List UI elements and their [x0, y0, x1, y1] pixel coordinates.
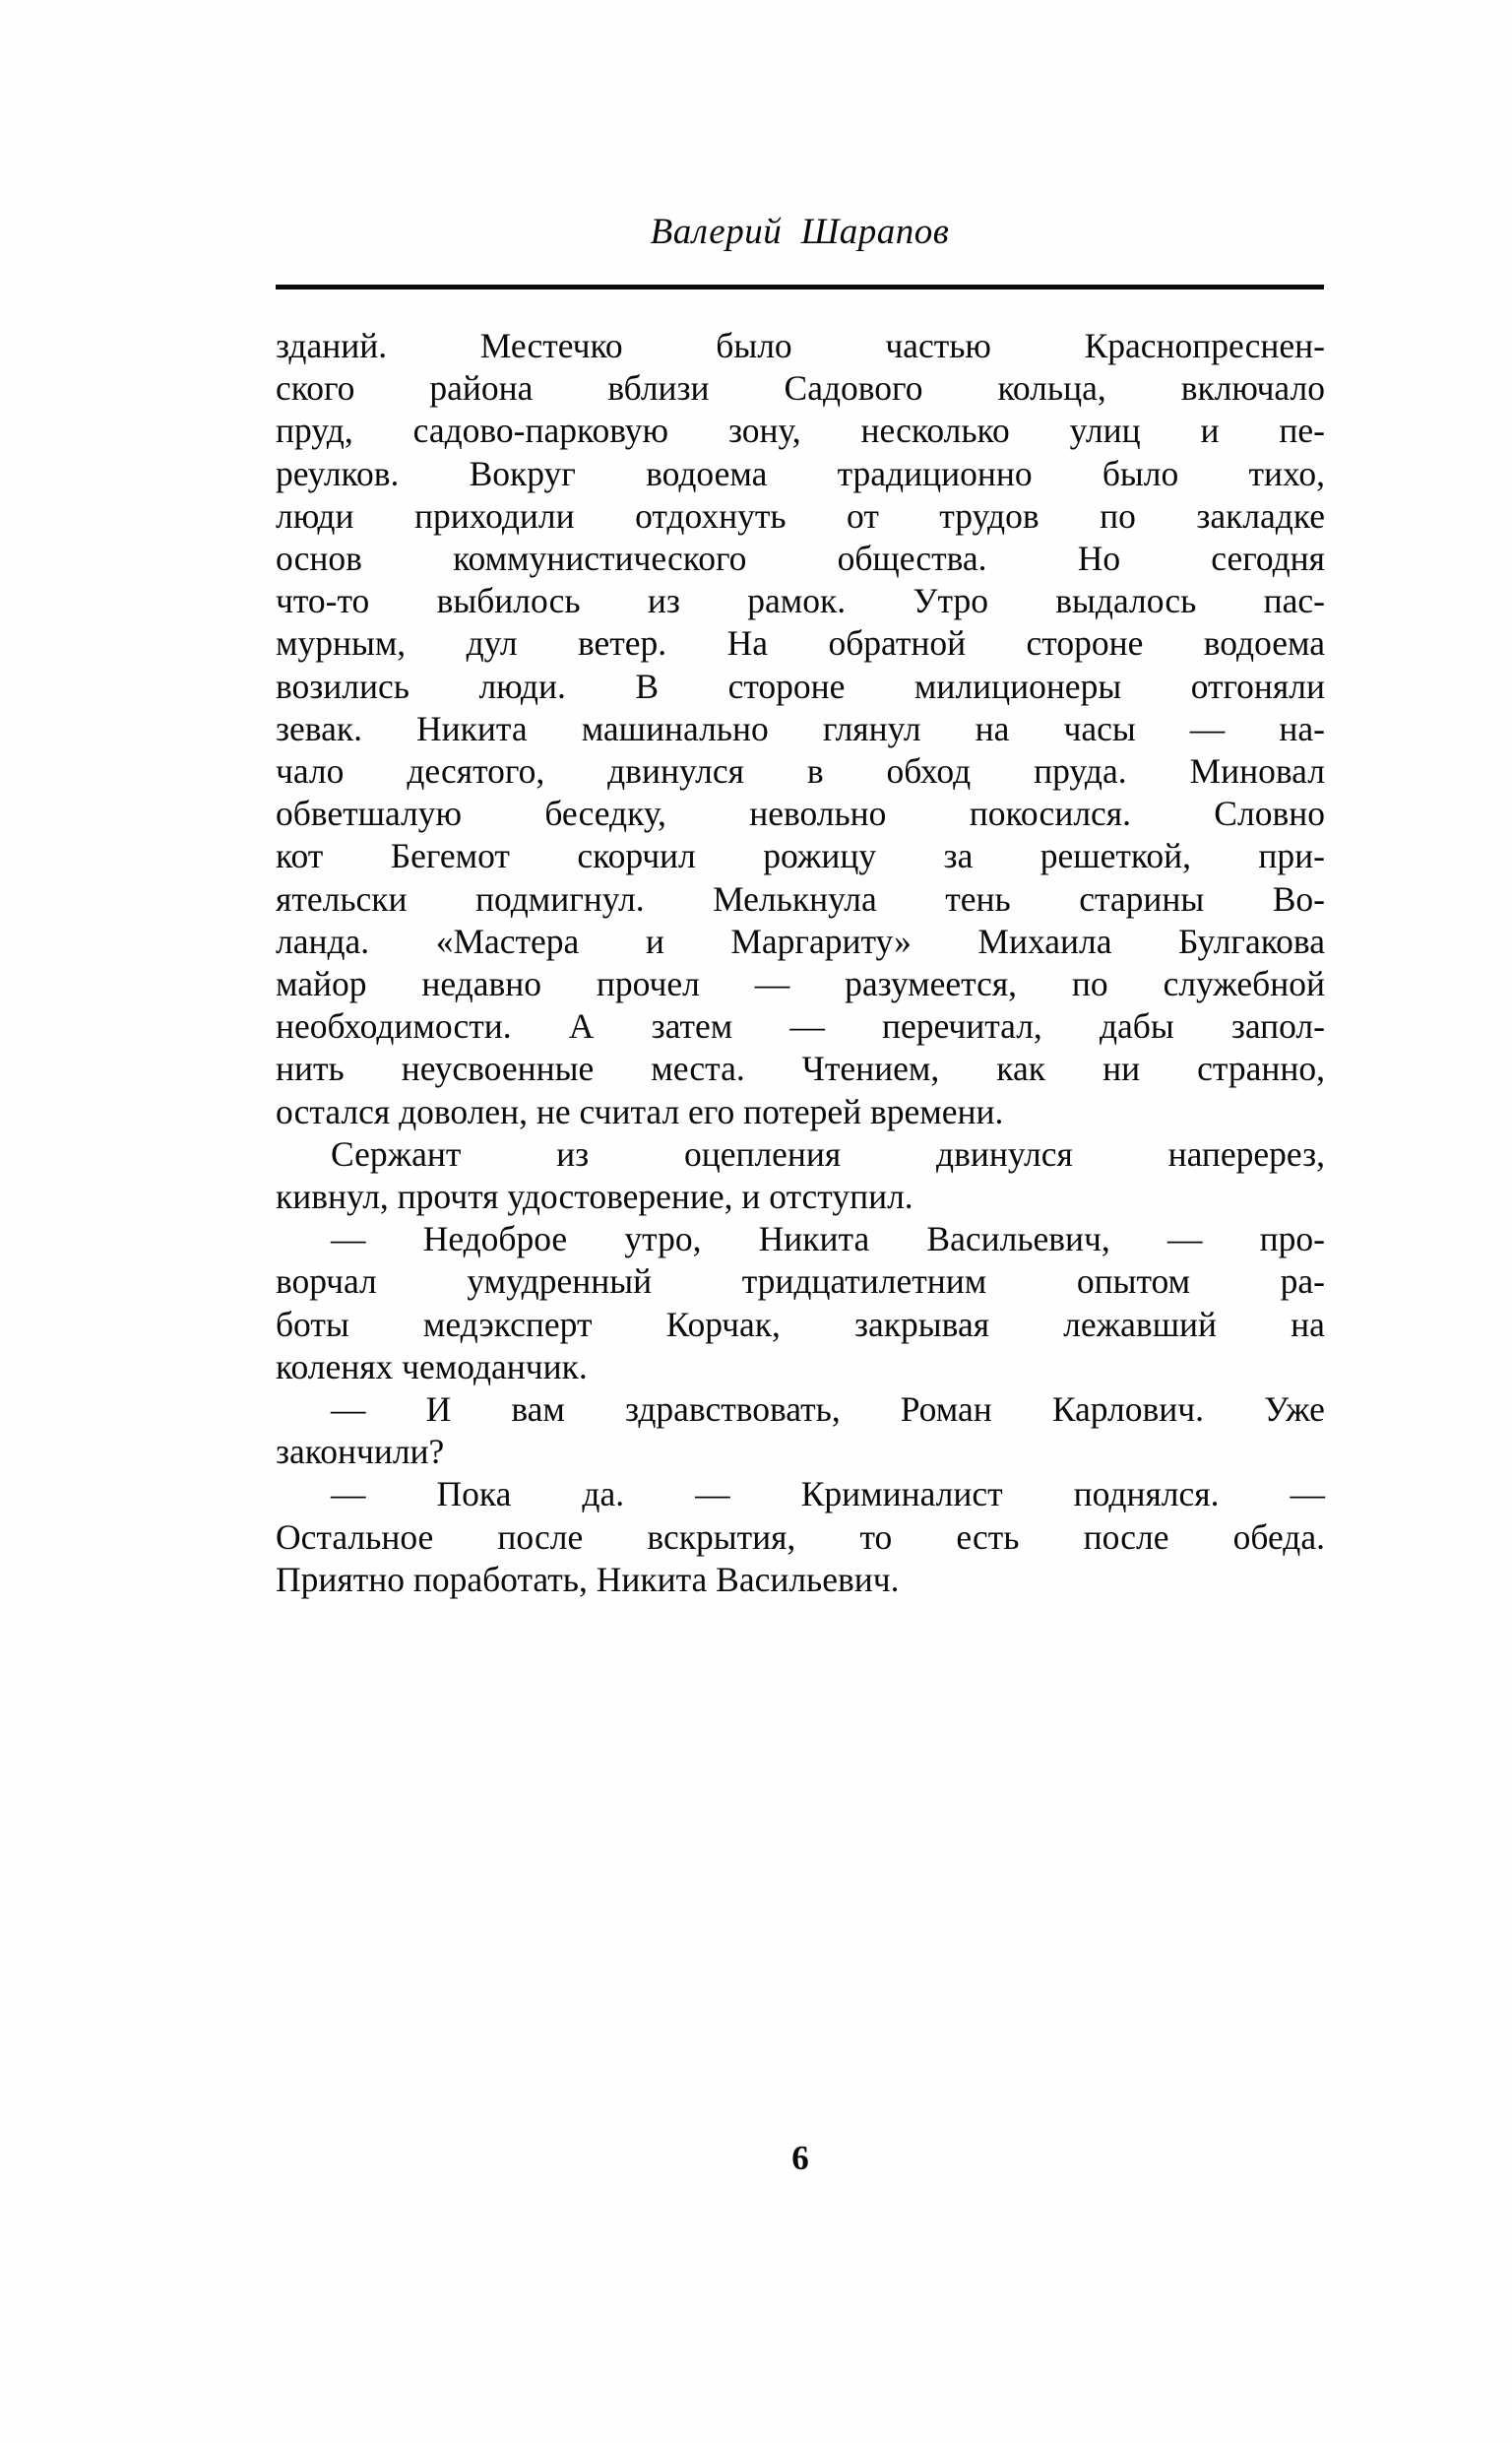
- text-line: зданий. Местечко было частью Краснопреснен-: [276, 326, 1325, 365]
- paragraph: [276, 1133, 1325, 1218]
- body-text-block: [276, 325, 1325, 1601]
- text-line: остался доволен, не считал его потерей времени.: [276, 1091, 1004, 1131]
- text-line: — И вам здравствовать, Роман Карлович. Уже: [331, 1389, 1325, 1430]
- text-line: реулков. Вокруг водоема традиционно было тихо,: [276, 453, 1325, 493]
- text-line: зевак. Никита машинально глянул на часы — на-: [276, 708, 1325, 748]
- text-line: майор недавно прочел — разумеется, по служебной: [276, 964, 1325, 1004]
- text-line: основ коммунистического общества. Но сегодня: [276, 539, 1325, 579]
- header-rule: [276, 285, 1324, 289]
- text-line: — Недоброе утро, Никита Васильевич, — про-: [331, 1219, 1325, 1259]
- text-line: люди приходили отдохнуть от трудов по закладке: [276, 495, 1325, 536]
- text-line: мурным, дул ветер. На обратной стороне водоема: [276, 623, 1325, 664]
- text-line: боты медэксперт Корчак, закрывая лежавший на: [276, 1304, 1325, 1344]
- text-line: Приятно поработать, Никита Васильевич.: [276, 1559, 900, 1599]
- text-line: ворчал умудренный тридцатилетним опытом ра-: [276, 1261, 1325, 1302]
- text-line: обветшалую беседку, невольно покосился. Словно: [276, 794, 1325, 834]
- text-line: ского района вблизи Садового кольца, включало: [276, 368, 1325, 409]
- page-number: 6: [791, 2139, 809, 2177]
- paragraph: [276, 1473, 1325, 1601]
- paragraph: [276, 325, 1325, 1133]
- text-line: кот Бегемот скорчил рожицу за решеткой, при-: [276, 836, 1325, 876]
- text-line: что-то выбилось из рамок. Утро выдалось пас-: [276, 581, 1325, 621]
- text-line: коленях чемоданчик.: [276, 1346, 588, 1386]
- text-line: нить неусвоенные места. Чтением, как ни странно,: [276, 1049, 1325, 1089]
- text-line: Сержант из оцепления двинулся наперерез,: [331, 1133, 1325, 1174]
- text-line: кивнул, прочтя удостоверение, и отступил.: [276, 1177, 914, 1217]
- paragraph: [276, 1388, 1325, 1473]
- text-line: — Пока да. — Криминалист поднялся. —: [331, 1474, 1325, 1514]
- text-line: ланда. «Мастера и Маргариту» Михаила Булгакова: [276, 921, 1325, 961]
- text-line: пруд, садово-парковую зону, несколько улиц и пе-: [276, 411, 1325, 451]
- running-head-author: Валерий Шарапов: [650, 212, 950, 252]
- text-line: чало десятого, двинулся в обход пруда. Миновал: [276, 751, 1325, 792]
- text-line: Остальное после вскрытия, то есть после обеда.: [276, 1516, 1325, 1557]
- paragraph: [276, 1218, 1325, 1388]
- text-line: закончили?: [276, 1432, 445, 1472]
- text-line: ятельски подмигнул. Мелькнула тень старины Во-: [276, 878, 1325, 919]
- text-line: возились люди. В стороне милиционеры отгоняли: [276, 666, 1325, 706]
- text-line: необходимости. А затем — перечитал, дабы запол-: [276, 1006, 1325, 1047]
